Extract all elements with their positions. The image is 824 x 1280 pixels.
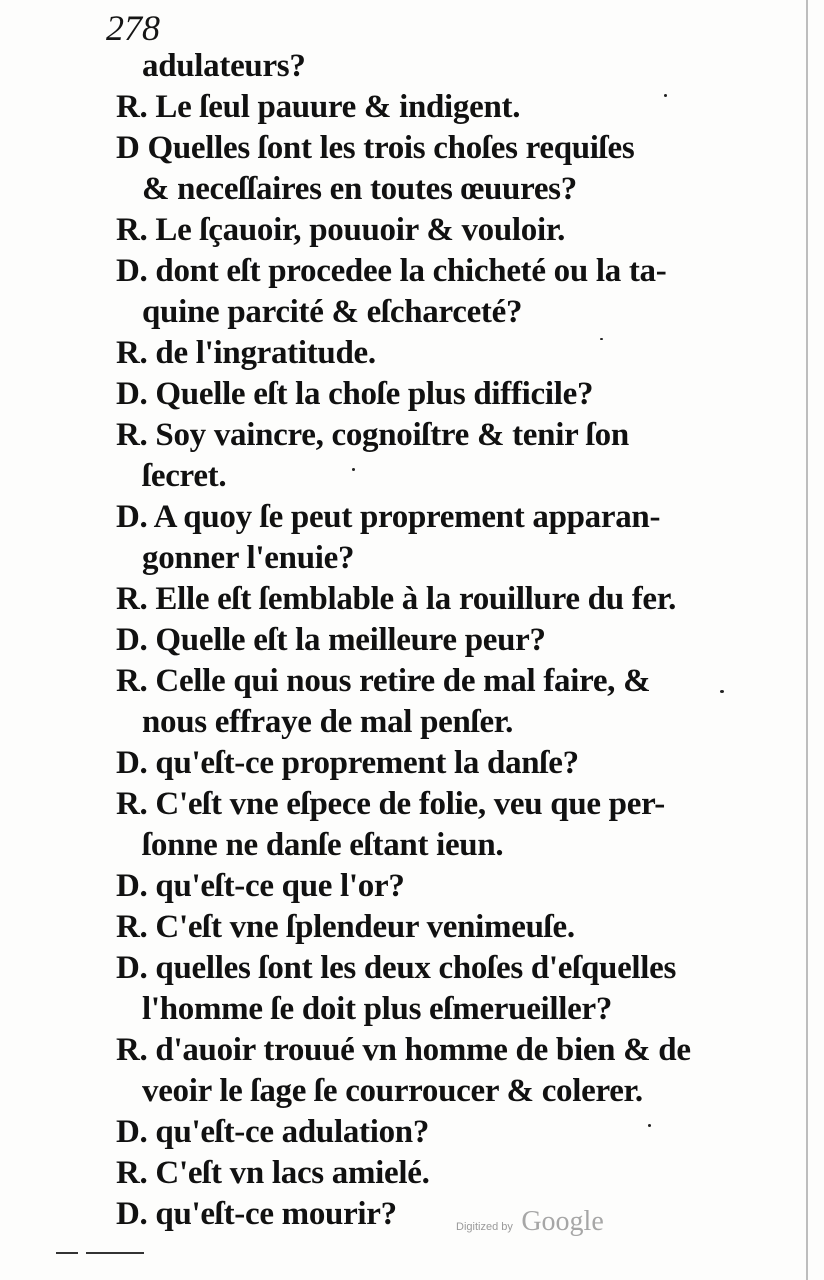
ink-speck xyxy=(600,338,603,340)
text-line: R. d'auoir trouué vn homme de bien & de xyxy=(116,1032,691,1068)
ink-speck xyxy=(720,690,724,693)
text-line: l'homme ſe doit plus eſmerueiller? xyxy=(142,991,613,1027)
text-line: D. dont eſt procedee la chicheté ou la ta- xyxy=(116,253,667,289)
text-line: R. C'eſt vn lacs amielé. xyxy=(116,1155,430,1191)
bottom-rule xyxy=(56,1252,78,1254)
text-line: gonner l'enuie? xyxy=(142,540,355,576)
ink-speck xyxy=(352,468,355,471)
text-line: ſonne ne danſe eſtant ieun. xyxy=(142,827,504,863)
page-edge-shadow xyxy=(806,0,808,1280)
digitized-watermark xyxy=(456,1206,604,1238)
text-line: D. quelles ſont les deux choſes d'eſquelles xyxy=(116,950,677,986)
text-line: adulateurs? xyxy=(142,48,306,84)
watermark-prefix: Digitized by xyxy=(456,1221,513,1233)
text-line: D. Quelle eſt la meilleure peur? xyxy=(116,622,546,658)
page-number: 278 xyxy=(106,8,160,48)
text-line: R. C'eſt vne eſpece de folie, veu que per- xyxy=(116,786,665,822)
text-line: R. Elle eſt ſemblable à la rouillure du fer. xyxy=(116,581,677,617)
bottom-rule xyxy=(86,1252,144,1254)
text-line: D. qu'eſt-ce mourir? xyxy=(116,1196,397,1232)
text-line: R. Soy vaincre, cognoiſtre & tenir ſon xyxy=(116,417,629,453)
ink-speck xyxy=(648,1124,651,1127)
text-line: veoir le ſage ſe courroucer & colerer. xyxy=(142,1073,643,1109)
text-line: R. Le ſeul pauure & indigent. xyxy=(116,89,521,125)
text-line: D. Quelle eſt la choſe plus difficile? xyxy=(116,376,594,412)
text-line: R. de l'ingratitude. xyxy=(116,335,376,371)
text-line: nous effraye de mal penſer. xyxy=(142,704,514,740)
text-line: R. Le ſçauoir, pouuoir & vouloir. xyxy=(116,212,566,248)
text-line: D. qu'eſt-ce que l'or? xyxy=(116,868,405,904)
text-line: ſecret. xyxy=(142,458,227,494)
text-line: quine parcité & eſcharceté? xyxy=(142,294,523,330)
google-logo: Google xyxy=(521,1206,604,1237)
text-line: D Quelles ſont les trois choſes requiſes xyxy=(116,130,635,166)
text-line: R. C'eſt vne ſplendeur venimeuſe. xyxy=(116,909,575,945)
ink-speck xyxy=(664,94,667,97)
text-line: & neceſſaires en toutes œuures? xyxy=(142,171,577,207)
text-line: D. qu'eſt-ce adulation? xyxy=(116,1114,430,1150)
text-line: R. Celle qui nous retire de mal faire, & xyxy=(116,663,651,699)
text-line: D. A quoy ſe peut proprement apparan- xyxy=(116,499,661,535)
text-line: D. qu'eſt-ce proprement la danſe? xyxy=(116,745,579,781)
